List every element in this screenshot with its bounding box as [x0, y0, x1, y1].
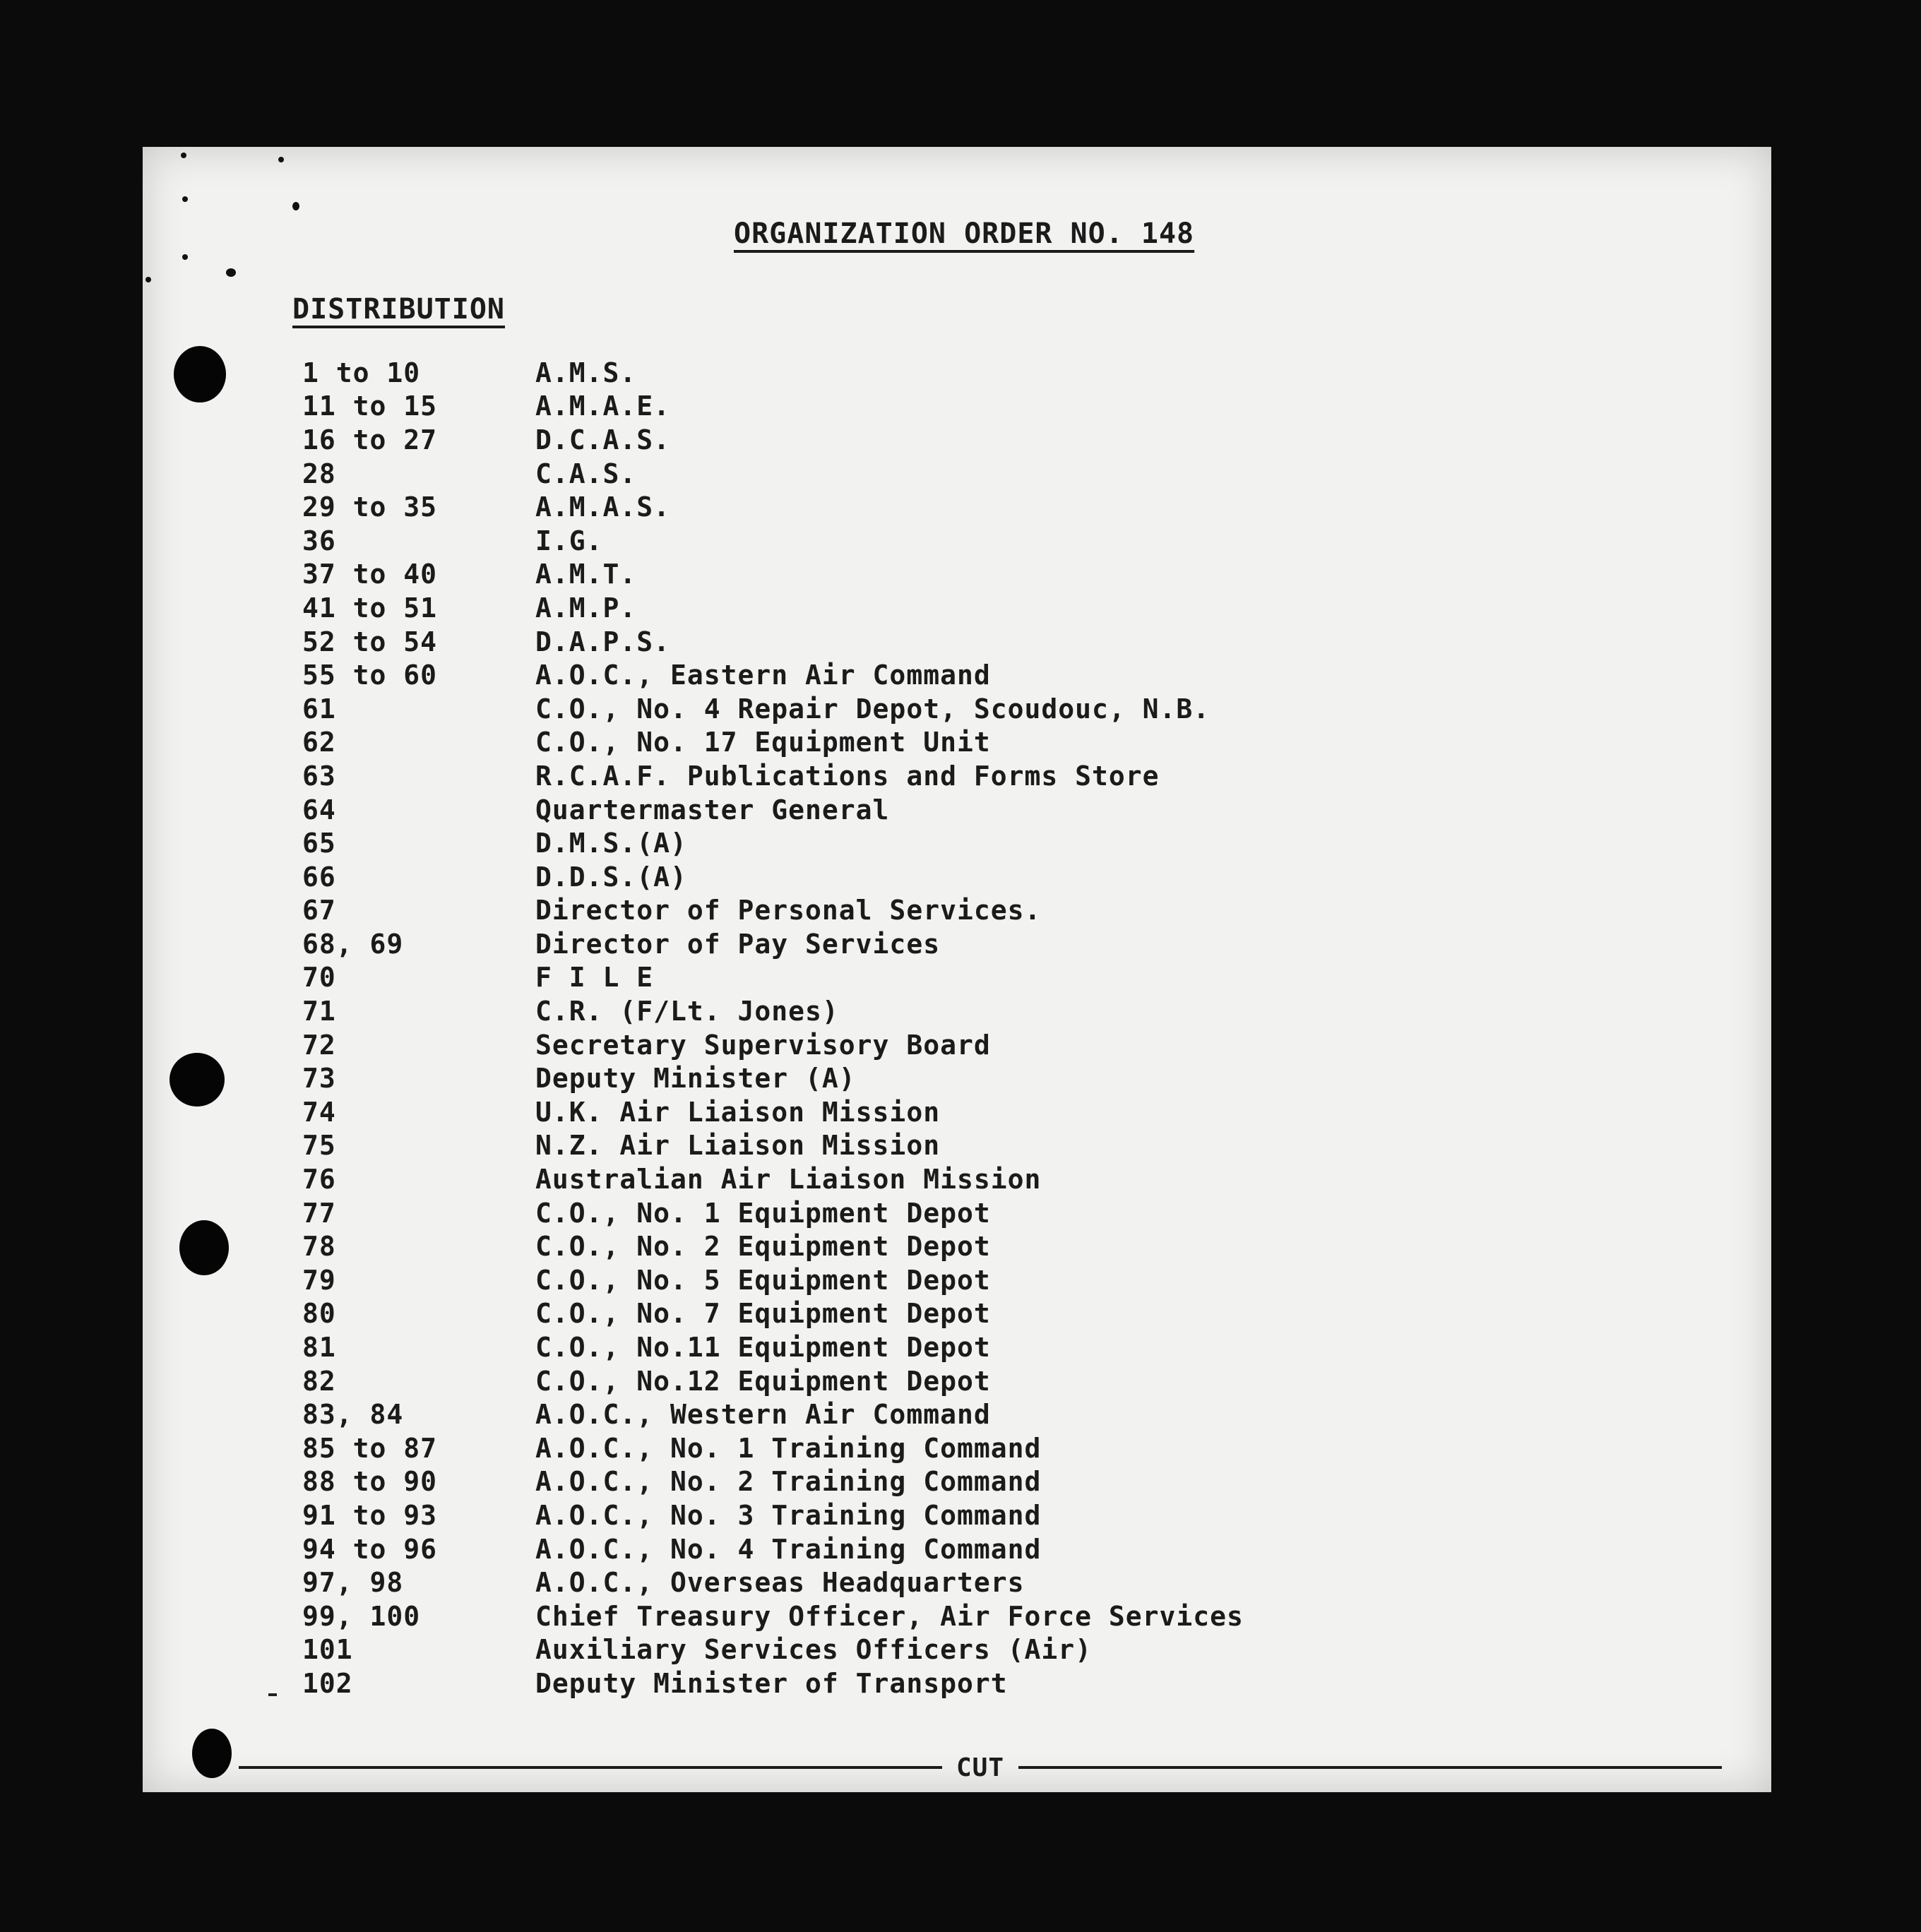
- distribution-row: [143, 423, 1244, 457]
- addressee: I.G.: [535, 525, 603, 556]
- addressee: Deputy Minister of Transport: [535, 1667, 1008, 1699]
- addressee: R.C.A.F. Publications and Forms Store: [535, 760, 1160, 792]
- distribution-row: [143, 793, 1244, 827]
- distribution-row: [143, 1599, 1244, 1633]
- copy-numbers: 62: [302, 727, 336, 758]
- addressee: D.D.S.(A): [535, 861, 687, 893]
- copy-numbers: 41 to 51: [302, 592, 438, 624]
- addressee: A.M.S.: [535, 357, 637, 388]
- addressee: Auxiliary Services Officers (Air): [535, 1634, 1092, 1666]
- addressee: A.M.T.: [535, 559, 637, 590]
- distribution-row: [143, 591, 1244, 625]
- distribution-row: [143, 1532, 1244, 1566]
- addressee: C.O., No. 7 Equipment Depot: [535, 1298, 991, 1330]
- copy-numbers: 76: [302, 1164, 336, 1195]
- addressee: D.A.P.S.: [535, 626, 671, 657]
- copy-numbers: 83, 84: [302, 1399, 404, 1431]
- copy-numbers: 82: [302, 1365, 336, 1397]
- copy-numbers: 78: [302, 1231, 336, 1263]
- addressee: C.O., No. 4 Repair Depot, Scoudouc, N.B.: [535, 693, 1211, 724]
- distribution-list: [143, 356, 1244, 1700]
- copy-numbers: 99, 100: [302, 1600, 421, 1632]
- distribution-row: [143, 692, 1244, 726]
- copy-numbers: 16 to 27: [302, 424, 438, 455]
- addressee: A.M.A.S.: [535, 491, 671, 523]
- distribution-row: [143, 927, 1244, 961]
- distribution-row: [143, 658, 1244, 692]
- distribution-row: [143, 1364, 1244, 1398]
- paper-speck: [182, 196, 188, 202]
- addressee: A.M.A.E.: [535, 390, 671, 422]
- distribution-row: [143, 826, 1244, 860]
- paper-sheet: [143, 147, 1771, 1792]
- copy-numbers: 29 to 35: [302, 491, 438, 523]
- addressee: F I L E: [535, 962, 654, 994]
- distribution-row: [143, 524, 1244, 558]
- addressee: C.O., No.11 Equipment Depot: [535, 1332, 991, 1364]
- addressee: C.O., No. 17 Equipment Unit: [535, 727, 991, 758]
- copy-numbers: 102: [302, 1667, 353, 1699]
- addressee: Quartermaster General: [535, 794, 890, 825]
- cut-rule-left: [239, 1766, 942, 1769]
- addressee: C.O., No. 1 Equipment Depot: [535, 1197, 991, 1229]
- copy-numbers: 55 to 60: [302, 660, 438, 691]
- distribution-row: [143, 961, 1244, 995]
- distribution-row: [143, 1229, 1244, 1263]
- distribution-row: [143, 1397, 1244, 1431]
- addressee: C.O., No.12 Equipment Depot: [535, 1365, 991, 1397]
- copy-numbers: 37 to 40: [302, 559, 438, 590]
- distribution-row: [143, 1263, 1244, 1297]
- addressee: A.O.C., Overseas Headquarters: [535, 1567, 1025, 1599]
- distribution-row: [143, 1666, 1244, 1700]
- addressee: C.O., No. 2 Equipment Depot: [535, 1231, 991, 1263]
- paper-speck: [181, 153, 186, 158]
- distribution-row: [143, 1061, 1244, 1095]
- copy-numbers: 67: [302, 895, 336, 926]
- copy-numbers: 52 to 54: [302, 626, 438, 657]
- copy-numbers: 70: [302, 962, 336, 994]
- addressee: C.R. (F/Lt. Jones): [535, 996, 839, 1027]
- addressee: C.O., No. 5 Equipment Depot: [535, 1264, 991, 1296]
- distribution-row: [143, 1095, 1244, 1129]
- paper-speck: [182, 254, 188, 260]
- distribution-row: [143, 1196, 1244, 1230]
- margin-dash: [268, 1693, 277, 1696]
- addressee: A.O.C., Western Air Command: [535, 1399, 991, 1431]
- distribution-row: [143, 1162, 1244, 1196]
- paper-speck: [226, 268, 236, 277]
- distribution-row: [143, 1431, 1244, 1465]
- copy-numbers: 79: [302, 1264, 336, 1296]
- copy-numbers: 11 to 15: [302, 390, 438, 422]
- addressee: Secretary Supervisory Board: [535, 1029, 991, 1061]
- copy-numbers: 88 to 90: [302, 1466, 438, 1498]
- copy-numbers: 80: [302, 1298, 336, 1330]
- copy-numbers: 73: [302, 1063, 336, 1095]
- copy-numbers: 64: [302, 794, 336, 825]
- distribution-row: [143, 759, 1244, 793]
- distribution-heading: DISTRIBUTION: [292, 293, 505, 326]
- addressee: N.Z. Air Liaison Mission: [535, 1130, 941, 1162]
- addressee: A.O.C., No. 2 Training Command: [535, 1466, 1042, 1498]
- copy-numbers: 61: [302, 693, 336, 724]
- copy-numbers: 36: [302, 525, 336, 556]
- addressee: Chief Treasury Officer, Air Force Services: [535, 1600, 1244, 1632]
- distribution-row: [143, 1633, 1244, 1667]
- copy-numbers: 81: [302, 1332, 336, 1364]
- copy-numbers: 1 to 10: [302, 357, 421, 388]
- addressee: D.C.A.S.: [535, 424, 671, 455]
- distribution-row: [143, 1566, 1244, 1599]
- copy-numbers: 77: [302, 1197, 336, 1229]
- addressee: A.O.C., Eastern Air Command: [535, 660, 991, 691]
- distribution-row: [143, 1129, 1244, 1163]
- distribution-row: [143, 558, 1244, 592]
- punch-hole: [192, 1729, 232, 1778]
- copy-numbers: 97, 98: [302, 1567, 404, 1599]
- paper-speck: [292, 202, 299, 210]
- copy-numbers: 66: [302, 861, 336, 893]
- copy-numbers: 75: [302, 1130, 336, 1162]
- distribution-row: [143, 1297, 1244, 1331]
- addressee: A.O.C., No. 4 Training Command: [535, 1533, 1042, 1565]
- addressee: C.A.S.: [535, 458, 637, 489]
- distribution-row: [143, 490, 1244, 524]
- paper-speck: [278, 157, 284, 162]
- copy-numbers: 68, 69: [302, 928, 404, 960]
- addressee: Deputy Minister (A): [535, 1063, 856, 1095]
- copy-numbers: 101: [302, 1634, 353, 1666]
- distribution-row: [143, 894, 1244, 928]
- cut-label: CUT: [956, 1753, 1005, 1782]
- distribution-row: [143, 1498, 1244, 1532]
- copy-numbers: 91 to 93: [302, 1499, 438, 1531]
- copy-numbers: 65: [302, 828, 336, 859]
- copy-numbers: 72: [302, 1029, 336, 1061]
- distribution-row: [143, 457, 1244, 491]
- addressee: Director of Pay Services: [535, 928, 941, 960]
- copy-numbers: 63: [302, 760, 336, 792]
- copy-numbers: 85 to 87: [302, 1432, 438, 1464]
- distribution-row: [143, 1028, 1244, 1062]
- addressee: Australian Air Liaison Mission: [535, 1164, 1042, 1195]
- copy-numbers: 94 to 96: [302, 1533, 438, 1565]
- distribution-row: [143, 994, 1244, 1028]
- cut-line: [239, 1753, 1722, 1782]
- copy-numbers: 74: [302, 1096, 336, 1128]
- distribution-row: [143, 1330, 1244, 1364]
- distribution-row: [143, 726, 1244, 760]
- cut-rule-right: [1018, 1766, 1722, 1769]
- distribution-row: [143, 1465, 1244, 1499]
- addressee: A.M.P.: [535, 592, 637, 624]
- copy-numbers: 28: [302, 458, 336, 489]
- document-title: ORGANIZATION ORDER NO. 148: [734, 217, 1195, 250]
- addressee: D.M.S.(A): [535, 828, 687, 859]
- addressee: U.K. Air Liaison Mission: [535, 1096, 941, 1128]
- distribution-row: [143, 390, 1244, 424]
- distribution-row: [143, 356, 1244, 390]
- addressee: Director of Personal Services.: [535, 895, 1042, 926]
- addressee: A.O.C., No. 3 Training Command: [535, 1499, 1042, 1531]
- copy-numbers: 71: [302, 996, 336, 1027]
- paper-speck: [145, 277, 151, 282]
- distribution-row: [143, 860, 1244, 894]
- distribution-row: [143, 625, 1244, 659]
- addressee: A.O.C., No. 1 Training Command: [535, 1432, 1042, 1464]
